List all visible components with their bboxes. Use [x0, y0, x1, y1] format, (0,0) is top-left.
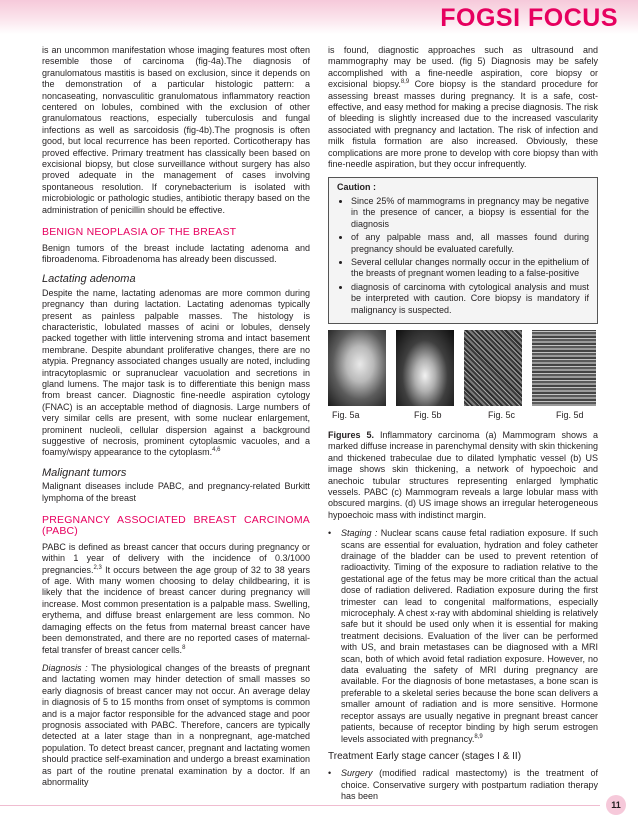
paragraph-malignant: Malignant diseases include PABC, and pregnancy-related Burkitt lymphoma of the breast [42, 481, 310, 503]
surgery-text: (modified radical mastectomy) is the treatment of choice. Conservative surgery with postpartum radiation therapy has been [341, 768, 598, 802]
staging-item [328, 528, 598, 745]
figure-caption [328, 430, 598, 521]
paragraph-biopsy [328, 45, 598, 170]
surgery-label: Surgery [341, 768, 373, 779]
citation: 4,6 [212, 447, 221, 454]
heading-treatment: Treatment Early stage cancer (stages I & II) [328, 750, 522, 762]
page-number: 11 [606, 795, 626, 815]
mammogram-image-5c [464, 330, 522, 406]
pabc-text-2: It occurs between the age group of 32 to 38 years of age. With many women choosing to delay childbearing, it is likely that the incidence of breast cancer during pregnancy will increase. Most common presentation is a palpable mass. Swelling, erythema, and diffuse breast enlargement are less common. No damaging effects on the fetus from maternal breast cancer have been demonstrated, and there are no reported cases of maternal-fetal transfer of breast cancer cells. [42, 564, 310, 655]
citation: 2,3 [93, 564, 102, 571]
paragraph-lactating [42, 288, 310, 459]
caption-label: Figures 5. [328, 429, 375, 440]
caution-item: • Since 25% of mammograms in pregnancy may be negative in the presence of cancer, a biopsy is essential for the diagnosis [351, 196, 589, 230]
staging-label: Staging : [341, 528, 378, 539]
citation: 8,9 [400, 79, 410, 86]
biopsy-text-2: Core biopsy is the standard procedure for assessing breast masses during pregnancy. It is a safe, cost-effective, and easy method for making a precise diagnosis. The risk of bleeding is slightly increased due to the increased vascularity associated with pregnancy and lactation. The risk of infection and milk fistula formation are also increased. Obviously, these complications are more prone to develop with core biopsy than with fine-needle aspiration, but they occur infrequently. [328, 79, 599, 170]
caption-text: Inflammatory carcinoma (a) Mammogram shows a marked diffuse increase in parenchymal density with skin thickening and thickened trabeculae due to dilated lymphatic vessel (b) US image shows skin thickening, a network of hypoechoic and anechoic tubular structures representing enlarged lymphatic vessels. PABC (c) Mammogram reveals a large lobular mass with obscured margins. (d) US image shows an irregular heterogeneous hypoechoic mass with indistinct margin. [328, 429, 599, 520]
heading-malignant-tumors: Malignant tumors [42, 466, 127, 479]
journal-title: FOGSI FOCUS [440, 4, 618, 32]
heading-pabc: PREGNANCY ASSOCIATED BREAST CARCINOMA (PABC) [42, 514, 310, 538]
citation: 8 [182, 644, 186, 651]
bullet: • [328, 528, 332, 539]
biopsy-text-1: is found, diagnostic approaches such as ultrasound and mammography may be used. (fig 5) Diagnosis may be safely accomplished with a fine-needle aspiration, core biopsy or excisional biopsy. [328, 45, 598, 90]
caution-title: Caution : [337, 182, 376, 193]
caution-item: • diagnosis of carcinoma with cytological analysis and must be interpreted with caution. Core biopsy is mandatory if malignancy is suspected. [351, 282, 589, 316]
surgery-paragraph [341, 768, 598, 802]
mammogram-image-5a [328, 330, 386, 406]
figure-label: Fig. 5b [414, 409, 442, 420]
diagnosis-text: The physiological changes of the breasts of pregnant and lactating women may hinder detection of small masses so early diagnosis of breast cancer may not occur. An average delay in diagnosis of 5 to 15 months from onset of symptoms is common and is a major factor responsible for the advanced stage and poor prognosis associated with PABC. Therefore, cancers are typically detected at a later stage than in a nonpregnant, age-matched population. To detect breast cancer, pregnant and lactating women should practice self-examination and undergo a breast examination as part of the routine prenatal examination by a doctor. If an abnormality [42, 662, 310, 787]
paragraph-diagnosis [42, 663, 310, 788]
caution-list [337, 196, 589, 316]
left-column [42, 45, 310, 795]
caution-item: • Several cellular changes normally occur in the epithelium of the breasts of pregnant women leading to a false-positive [351, 257, 589, 280]
diagnosis-label: Diagnosis : [42, 662, 88, 673]
heading-lactating-adenoma: Lactating adenoma [42, 273, 136, 286]
staging-paragraph [341, 528, 598, 745]
figure-label: Fig. 5d [556, 409, 584, 420]
caution-box [328, 177, 598, 323]
pabc-text-1: PABC is defined as breast cancer that occurs during pregnancy or within 1 year of delivery with the incidence of 0.3/1000 pregnancies. [42, 541, 310, 575]
figure-label: Fig. 5c [488, 409, 516, 420]
paragraph-benign: Benign tumors of the breast include lactating adenoma and fibroadenoma. Fibroadenoma has already been discussed. [42, 242, 310, 264]
lactating-text: Despite the name, lactating adenomas are more common during pregnancy than during lactation. Lactating adenomas typically present as painless palpable masses. The histology is characteristic, lobulated masses of acini or lobules, densely packed together with little intervening stroma and intact basement membrane. Despite abundant proliferative changes, there are no atypia. Pregnancy associated changes usually are noted, including intracytoplasmic or supranuclear vacuolation and secretions in gland lumens. The major task is to differentiate this benign mass from breast cancer. Diagnostic fine-needle aspiration cytology (FNAC) is an acceptable method of diagnosis. Large numbers of very similar cells are present, with some nuclear enlargement, prominent nucleoli, cellular dispersion against a background suggestive of necrosis, prominent cytoplasmic vacuoles, and a foamy/wispy appearance to the cytoplasm. [42, 287, 310, 458]
heading-benign-neoplasia: BENIGN NEOPLASIA OF THE BREAST [42, 226, 237, 239]
ultrasound-image-5b [396, 330, 454, 406]
staging-text: Nuclear scans cause fetal radiation exposure. If such scans are essential for evaluation, hydration and foley catheter drainage of the bladder can be used to prevent retention of radioactivity. Timing of the exposure to radiation relative to the gestational age of the fetus may be more critical than the actual dose of radiation delivered. Radiation exposure during the first trimester can lead to congenital malformations, especially microcephaly. A chest x-ray with abdominal shielding is relatively safe but it should be used only when it is essential for making treatment decisions. Evaluation of the liver can be performed with US, and brain metastases can be diagnosed with a MRI scan, both of which avoid fetal radiation exposure. However, no data evaluating the safety of MRI during pregnancy are available. For the diagnosis of bone metastases, a bone scan is preferable to a skeletal series because the bone scan delivers a smaller amount of radiation and is more sensitive. Hormone receptor assays are usually negative in pregnant breast cancer patients, because of receptor binding by high serum estrogen levels associated with pregnancy. [341, 528, 598, 744]
paragraph-granulomatous: is an uncommon manifestation whose imaging features most often resemble those of carcinoma (fig-4a).The diagnosis of granulomatous mastitis is based on exclusion, since it depends on the demonstration of a particular histologic pattern: a noncaseating, nonvasculitic granulomatous inflammatory reaction centered on lobules, combined with the exclusion of other granulomatous reactions, especially tuberculosis and fungal infections as well as sarcoidosis (fig-4b).The prognosis is often good, but local recurrence has been reported. Corticotherapy has proved effective. Primary treatment has classically been based on excisional biopsy, but close surveillance without surgery has also proved adequate in the management of cases involving spontaneous resolution. If corynebacterium is isolated with microbiologic or pathologic studies, antibiotic therapy based on the administration of penicillin should be effective. [42, 45, 310, 215]
right-column [328, 45, 598, 807]
figure-5-images [328, 330, 598, 430]
bullet: • [328, 768, 332, 779]
paragraph-pabc [42, 542, 310, 656]
surgery-item [328, 768, 598, 802]
ultrasound-image-5d [532, 330, 596, 406]
citation: 8,9 [474, 733, 483, 740]
caution-item: • of any palpable mass and, all masses found during pregnancy should be evaluated carefully. [351, 232, 589, 255]
figure-label: Fig. 5a [332, 409, 360, 420]
footer-line [0, 805, 600, 806]
